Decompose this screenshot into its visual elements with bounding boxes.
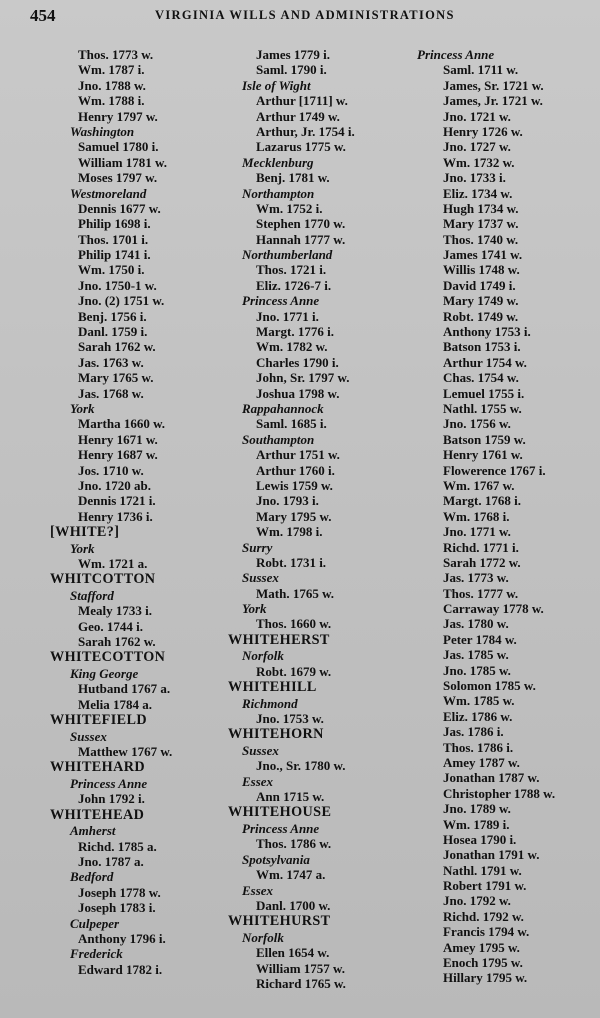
surname-heading: WHITEHURST xyxy=(228,913,331,930)
county-name: Stafford xyxy=(70,587,114,603)
index-entry: Arthur 1754 w. xyxy=(443,354,527,370)
index-entry: Wm. 1789 i. xyxy=(443,816,510,832)
index-entry: Wm. 1798 i. xyxy=(256,524,323,540)
index-column-2 xyxy=(228,47,418,991)
index-entry: Margt. 1768 i. xyxy=(443,493,521,509)
county-name: Princess Anne xyxy=(242,820,320,836)
index-entry: Batson 1753 i. xyxy=(443,339,521,355)
index-entry: James, Sr. 1721 w. xyxy=(443,77,544,93)
index-entry: Jas. 1786 i. xyxy=(443,724,504,740)
county-name: Culpeper xyxy=(70,915,120,931)
index-entry: Amey 1787 w. xyxy=(443,754,520,770)
index-entry: Jno. 1788 w. xyxy=(78,77,146,93)
index-entry: Melia 1784 a. xyxy=(78,696,153,712)
surname-heading: WHITEHOUSE xyxy=(228,804,332,821)
index-entry: Philip 1698 i. xyxy=(78,216,151,232)
index-entry: Wm. 1752 i. xyxy=(256,200,323,216)
index-entry: Jno. 1785 w. xyxy=(443,662,511,678)
index-entry: Jas. 1785 w. xyxy=(443,647,509,663)
county-name: Rappahannock xyxy=(242,400,324,416)
index-entry: Eliz. 1734 w. xyxy=(443,185,513,201)
county-name: Surry xyxy=(242,539,273,555)
index-entry: Jno. 1720 ab. xyxy=(78,477,151,493)
index-entry: Richd. 1771 i. xyxy=(443,539,519,555)
index-entry: Samuel 1780 i. xyxy=(78,139,159,155)
index-column-3 xyxy=(417,47,597,986)
index-entry: Saml. 1685 i. xyxy=(256,416,327,432)
index-entry: Jno. 1727 w. xyxy=(443,139,511,155)
index-entry: Matthew 1767 w. xyxy=(78,744,173,760)
index-entry: Mary 1749 w. xyxy=(443,293,519,309)
index-entry: Robt. 1679 w. xyxy=(256,663,332,679)
index-entry: Robert 1791 w. xyxy=(443,878,527,894)
index-entry: Jonathan 1787 w. xyxy=(443,770,540,786)
index-entry: Benj. 1781 w. xyxy=(256,170,330,186)
county-name: Princess Anne xyxy=(70,775,148,791)
index-entry: Nathl. 1755 w. xyxy=(443,400,522,416)
county-name: York xyxy=(242,601,267,617)
index-entry: Robt. 1731 i. xyxy=(256,554,327,570)
county-name: York xyxy=(70,400,95,416)
page-number: 454 xyxy=(30,6,56,25)
index-entry: Arthur [1711] w. xyxy=(256,93,348,109)
index-entry: Philip 1741 i. xyxy=(78,247,151,263)
index-entry: Wm. 1785 w. xyxy=(443,693,515,709)
index-entry: Henry 1726 w. xyxy=(443,123,523,139)
index-entry: Arthur 1751 w. xyxy=(256,447,340,463)
index-entry: Thos. 1773 w. xyxy=(78,47,154,62)
index-entry: Sarah 1762 w. xyxy=(78,634,156,650)
index-entry: Charles 1790 i. xyxy=(256,354,339,370)
index-entry: Arthur 1760 i. xyxy=(256,462,335,478)
index-entry: Jos. 1710 w. xyxy=(78,462,144,478)
index-entry: Wm. 1782 w. xyxy=(256,339,328,355)
index-entry: Richd. 1792 w. xyxy=(443,908,524,924)
index-entry: Jno. 1733 i. xyxy=(443,170,506,186)
index-entry: Henry 1761 w. xyxy=(443,447,523,463)
index-entry: Jno. 1771 i. xyxy=(256,308,319,324)
index-entry: Dennis 1721 i. xyxy=(78,493,156,509)
county-name: York xyxy=(70,540,95,556)
index-entry: Enoch 1795 w. xyxy=(443,955,523,971)
surname-heading: WHITCOTTON xyxy=(50,571,156,588)
county-name: Bedford xyxy=(70,869,114,885)
index-entry: Richard 1765 w. xyxy=(256,975,346,991)
county-name: Princess Anne xyxy=(417,47,495,62)
surname-heading: WHITEFIELD xyxy=(50,712,148,729)
index-column-1 xyxy=(50,47,230,977)
index-entry: Joseph 1778 w. xyxy=(78,884,161,900)
index-entry: Solomon 1785 w. xyxy=(443,678,536,694)
index-entry: Edward 1782 i. xyxy=(78,961,163,977)
index-entry: Mealy 1733 i. xyxy=(78,603,153,619)
county-name: Washington xyxy=(70,123,135,139)
index-entry: Ann 1715 w. xyxy=(256,789,325,805)
index-entry: David 1749 i. xyxy=(443,277,516,293)
county-name: Northampton xyxy=(242,185,315,201)
index-entry: Wm. 1767 w. xyxy=(443,477,515,493)
index-entry: Danl. 1759 i. xyxy=(78,324,148,340)
index-entry: Jno. 1771 w. xyxy=(443,524,511,540)
county-name: Sussex xyxy=(70,728,107,744)
county-name: Essex xyxy=(242,773,274,789)
surname-heading: [WHITE?] xyxy=(50,524,120,541)
index-entry: Jno. 1787 a. xyxy=(78,853,144,869)
index-entry: Christopher 1788 w. xyxy=(443,785,556,801)
index-entry: Wm. 1750 i. xyxy=(78,262,145,278)
county-name: Richmond xyxy=(242,695,298,711)
index-entry: Thos. 1777 w. xyxy=(443,585,519,601)
index-entry: Jno. 1756 w. xyxy=(443,416,511,432)
index-entry: Thos. 1786 i. xyxy=(443,739,514,755)
county-name: Westmoreland xyxy=(70,185,147,201)
county-name: Norfolk xyxy=(242,648,284,664)
surname-heading: WHITEHARD xyxy=(50,759,146,776)
index-entry: Eliz. 1726-7 i. xyxy=(256,277,332,293)
index-entry: Arthur, Jr. 1754 i. xyxy=(256,123,355,139)
index-entry: Henry 1797 w. xyxy=(78,108,158,124)
index-entry: Henry 1671 w. xyxy=(78,431,158,447)
index-entry: Joseph 1783 i. xyxy=(78,900,156,916)
index-entry: Flowerence 1767 i. xyxy=(443,462,546,478)
index-entry: Danl. 1700 w. xyxy=(256,897,331,913)
index-entry: James 1741 w. xyxy=(443,247,523,263)
index-entry: James, Jr. 1721 w. xyxy=(443,93,543,109)
index-entry: Jno., Sr. 1780 w. xyxy=(256,758,346,774)
index-entry: Henry 1736 i. xyxy=(78,508,153,524)
index-entry: Jno. 1789 w. xyxy=(443,801,511,817)
county-name: Frederick xyxy=(70,946,123,962)
index-entry: Sarah 1772 w. xyxy=(443,554,521,570)
index-entry: Hillary 1795 w. xyxy=(443,970,528,986)
index-entry: Wm. 1747 a. xyxy=(256,867,326,883)
index-entry: Arthur 1749 w. xyxy=(256,108,340,124)
index-entry: Thos. 1660 w. xyxy=(256,616,332,632)
index-entry: John, Sr. 1797 w. xyxy=(256,370,350,386)
index-entry: Jas. 1773 w. xyxy=(443,570,509,586)
index-entry: Lewis 1759 w. xyxy=(256,477,333,493)
index-entry: Willis 1748 w. xyxy=(443,262,520,278)
index-entry: Dennis 1677 w. xyxy=(78,200,161,216)
index-entry: Anthony 1796 i. xyxy=(78,930,166,946)
county-name: Spotsylvania xyxy=(242,851,310,867)
index-entry: Jno. 1792 w. xyxy=(443,893,511,909)
index-entry: Thos. 1740 w. xyxy=(443,231,519,247)
index-entry: Richd. 1785 a. xyxy=(78,838,157,854)
surname-heading: WHITECOTTON xyxy=(50,649,166,666)
index-entry: Amey 1795 w. xyxy=(443,939,520,955)
index-entry: Batson 1759 w. xyxy=(443,431,526,447)
county-name: Isle of Wight xyxy=(242,77,311,93)
index-entry: Martha 1660 w. xyxy=(78,416,166,432)
index-entry: Benj. 1756 i. xyxy=(78,308,147,324)
index-entry: Hugh 1734 w. xyxy=(443,200,519,216)
index-entry: Wm. 1732 w. xyxy=(443,154,515,170)
index-entry: Francis 1794 w. xyxy=(443,924,530,940)
index-entry: Mary 1795 w. xyxy=(256,508,332,524)
index-entry: Eliz. 1786 w. xyxy=(443,708,513,724)
index-entry: Hannah 1777 w. xyxy=(256,231,346,247)
index-entry: Wm. 1788 i. xyxy=(78,93,145,109)
index-entry: Jas. 1768 w. xyxy=(78,385,144,401)
index-entry: William 1757 w. xyxy=(256,960,345,976)
index-entry: Chas. 1754 w. xyxy=(443,370,519,386)
index-entry: Lemuel 1755 i. xyxy=(443,385,525,401)
index-entry: Lazarus 1775 w. xyxy=(256,139,346,155)
index-entry: Mary 1737 w. xyxy=(443,216,519,232)
county-name: Sussex xyxy=(242,742,279,758)
index-entry: Anthony 1753 i. xyxy=(443,324,531,340)
county-name: Northumberland xyxy=(242,247,333,263)
index-entry: Jno. 1721 w. xyxy=(443,108,511,124)
index-entry: Stephen 1770 w. xyxy=(256,216,346,232)
index-entry: Carraway 1778 w. xyxy=(443,601,544,617)
index-entry: Sarah 1762 w. xyxy=(78,339,156,355)
index-entry: Jas. 1763 w. xyxy=(78,354,144,370)
county-name: Princess Anne xyxy=(242,293,320,309)
index-entry: Wm. 1768 i. xyxy=(443,508,510,524)
index-entry: Margt. 1776 i. xyxy=(256,324,334,340)
index-entry: Jno. 1753 w. xyxy=(256,711,324,727)
county-name: Southampton xyxy=(242,431,315,447)
index-entry: John 1792 i. xyxy=(78,791,145,807)
page-header xyxy=(30,6,575,28)
index-entry: Saml. 1711 w. xyxy=(443,62,519,78)
index-entry: Robt. 1749 w. xyxy=(443,308,519,324)
index-entry: Jno. 1750-1 w. xyxy=(78,277,157,293)
index-entry: Jas. 1780 w. xyxy=(443,616,509,632)
running-head: VIRGINIA WILLS AND ADMINISTRATIONS xyxy=(155,8,455,22)
county-name: King George xyxy=(70,665,139,681)
index-entry: Wm. 1721 a. xyxy=(78,556,148,571)
index-entry: Math. 1765 w. xyxy=(256,585,334,601)
index-entry: Geo. 1744 i. xyxy=(78,618,143,634)
county-name: Essex xyxy=(242,882,274,898)
index-entry: Hosea 1790 i. xyxy=(443,831,517,847)
county-name: Sussex xyxy=(242,570,279,586)
index-entry: Hutband 1767 a. xyxy=(78,681,171,697)
index-entry: William 1781 w. xyxy=(78,154,167,170)
surname-heading: WHITEHEAD xyxy=(50,806,145,823)
index-entry: Moses 1797 w. xyxy=(78,170,158,186)
index-entry: Henry 1687 w. xyxy=(78,447,158,463)
surname-heading: WHITEHILL xyxy=(228,679,317,696)
county-name: Norfolk xyxy=(242,929,284,945)
index-entry: Jonathan 1791 w. xyxy=(443,847,540,863)
index-entry: Thos. 1721 i. xyxy=(256,262,327,278)
index-entry: Saml. 1790 i. xyxy=(256,62,327,78)
county-name: Amherst xyxy=(70,823,116,839)
index-entry: Ellen 1654 w. xyxy=(256,945,330,961)
index-entry: Wm. 1787 i. xyxy=(78,62,145,78)
index-entry: Jno. 1793 i. xyxy=(256,493,319,509)
index-entry: James 1779 i. xyxy=(256,47,331,62)
index-entry: Thos. 1786 w. xyxy=(256,836,332,852)
index-entry: Mary 1765 w. xyxy=(78,370,154,386)
index-entry: Jno. (2) 1751 w. xyxy=(78,293,165,309)
index-entry: Thos. 1701 i. xyxy=(78,231,149,247)
index-entry: Joshua 1798 w. xyxy=(256,385,340,401)
surname-heading: WHITEHORN xyxy=(228,726,324,743)
surname-heading: WHITEHERST xyxy=(228,631,330,648)
index-entry: Nathl. 1791 w. xyxy=(443,862,522,878)
index-entry: Peter 1784 w. xyxy=(443,631,517,647)
county-name: Mecklenburg xyxy=(242,154,314,170)
